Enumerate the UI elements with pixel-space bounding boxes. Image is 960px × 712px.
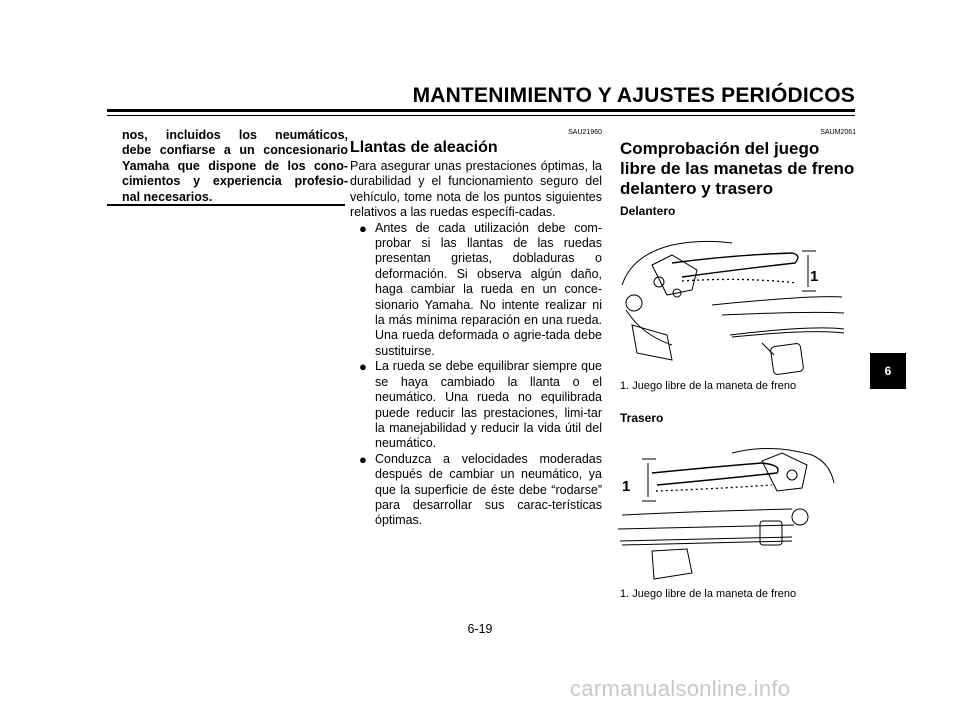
bullet-list bbox=[350, 221, 602, 529]
intro-paragraph: Para asegurar unas prestaciones óptimas, la durabilidad y el funcionamiento seguro del vehículo, tome nota de los puntos siguientes relativos a las ruedas específi-cadas. bbox=[350, 159, 602, 220]
left-line: nos, incluidos los neumáticos, bbox=[122, 128, 348, 142]
front-brake-lever-illustration bbox=[612, 225, 848, 375]
section-heading: Llantas de aleación bbox=[350, 139, 498, 156]
front-callout-label: 1 bbox=[810, 268, 819, 286]
bullet-item bbox=[350, 359, 602, 451]
left-line: debe confiarse a un concesionario bbox=[122, 143, 348, 158]
section-code: SAUM2061 bbox=[820, 129, 856, 136]
page-number: 6-19 bbox=[467, 622, 493, 636]
left-column-rule bbox=[107, 204, 345, 206]
front-subheading: Delantero bbox=[620, 204, 676, 218]
bullet-text: Conduzca a velocidades moderadas después de cambiar un neumático, ya que la superficie de éste debe “rodarse” para desarrollar sus carac-terísticas óptimas. bbox=[375, 451, 602, 528]
middle-column bbox=[350, 128, 602, 529]
bullet-icon: ● bbox=[359, 451, 367, 467]
bullet-item bbox=[350, 221, 602, 360]
right-column bbox=[620, 128, 856, 601]
bullet-text: La rueda se debe equilibrar siempre que se haya cambiado la llanta o el neumático. Una rueda no equilibrada puede reducir las prestaciones, limi-tar la manejabilidad y reducir la vida útil del neumático. bbox=[375, 359, 602, 451]
bullet-item bbox=[350, 452, 602, 529]
section-code: SAU21960 bbox=[568, 129, 602, 136]
left-line: nal necesarios. bbox=[122, 189, 213, 204]
left-line: Yamaha que dispone de los cono- bbox=[122, 158, 348, 173]
section-heading: Comprobación del juego libre de las manetas de freno delantero y trasero bbox=[620, 139, 855, 198]
chapter-tab: 6 bbox=[870, 353, 906, 389]
bullet-text: Antes de cada utilización debe com-probar si las llantas de las ruedas presentan grietas, dobladuras o deformación. Si observa algún daño, haga cambiar la rueda en un conce-sionario Yamaha. No intente realizar ni la más mínima reparación en una rueda. Una rueda deformada o agrie-tada debe sustituirse. bbox=[375, 220, 602, 358]
left-line: cimientos y experiencia profesio- bbox=[122, 174, 348, 189]
rear-caption: 1. Juego libre de la maneta de freno bbox=[620, 587, 797, 600]
rear-brake-lever-illustration bbox=[612, 433, 848, 583]
front-caption: 1. Juego libre de la maneta de freno bbox=[620, 380, 797, 393]
bullet-icon: ● bbox=[359, 220, 367, 236]
left-column bbox=[122, 128, 348, 205]
bullet-icon: ● bbox=[359, 359, 367, 375]
rear-callout-label: 1 bbox=[622, 477, 631, 495]
rear-subheading: Trasero bbox=[620, 411, 664, 426]
header-rule bbox=[107, 109, 855, 112]
page-header-title: MANTENIMIENTO Y AJUSTES PERIÓDICOS bbox=[412, 84, 855, 107]
header-rule-thin bbox=[107, 115, 855, 116]
watermark: carmanualsonline.info bbox=[570, 676, 791, 701]
